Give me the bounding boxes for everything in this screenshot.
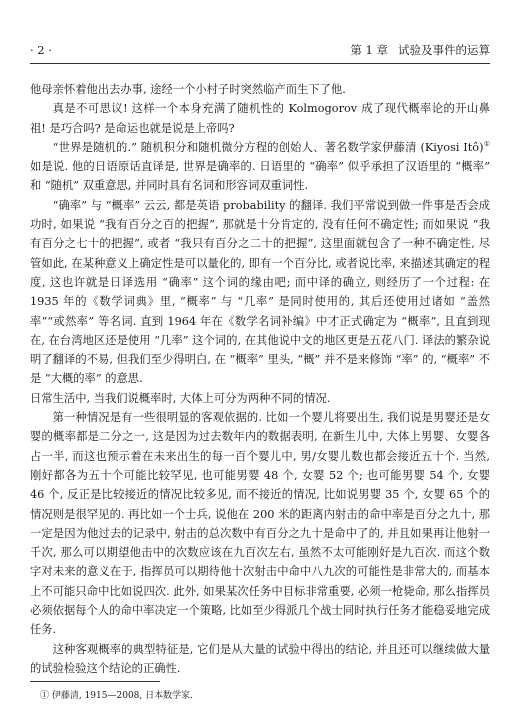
paragraph-2: 真是不可思议! 这样一个本身充满了随机性的 Kolmogorov 成了现代概率论的开山鼻祖! 是巧合吗? 是命运也就是说是上帝吗? — [30, 102, 490, 135]
chapter-heading — [340, 42, 490, 58]
paragraph-3-part-b: 如是说. 他的日语原话直译是, 世界是确率的. 日语里的 “确率” 似乎承担了汉语里的 “概率” 和 “随机” 双重意思, 并同时具有名词和形容词双重词性. — [30, 160, 490, 193]
footnote: ① 伊藤清, 1915—2008, 日本数学家. — [40, 691, 193, 701]
footnote-ref: ① — [483, 140, 490, 149]
paragraph-3-part-a: “世界是随机的.” 随机积分和随机微分方程的创始人、著名数学家伊藤清 (Kiyosi Itô) — [52, 140, 484, 154]
paragraph-6: 第一种情况是有一些很明显的客观依据的. 比如一个婴儿将要出生, 我们说是男婴还是女婴的概率都是二分之一, 这是因为过去数年内的数据表明, 在新生儿中, 大体上男婴、女婴各占一半, 而这也预示着在未来出生的每一百个婴儿中, 男/女婴儿数也都会接近五十个. 当然, 刚好都各为五十个可能比较罕见, 也可能男婴 48 个, 女婴 52 个; 也可能男婴 54 个, 女婴 46 个, 反正是比较接近的情况比较多见, 而不接近的情况, 比如说男婴 35 个, 女婴 65 个的情况则是很罕见的. 再比如一个士兵, 说他在 200 米的距离内射击的命中率是百分之九十, 那一定是因为他过去的记录中, 射击的总次数中有百分之九十是命中了的, 并且如果再让他射一千次, 那么可以期望他击中的次数应该在九百次左右, 虽然不太可能刚好是九百次. 而这个数字对未来的意义在于, 指挥员可以期待他十次射击中命中八九次的可能性是非常大的, 而基本上不可能只命中比如说四次. 此外, 如果某次任务中目标非常重要, 必须一枪毙命, 那么指挥员必须依据每个人的命中率决定一个策略, 比如至少得派几个战士同时执行任务才能稳妥地完成任务. — [30, 411, 490, 637]
paragraph-4: “确率” 与 “概率” 云云, 都是英语 probability 的翻译. 我们平常说到做一件事是否会成功时, 如果说 “我有百分之百的把握”, 那就是十分肯定的, 没有任何不确定性; 而如果说 “我有百分之七十的把握”, 或者 “我只有百分之二十的把握”, 这里面就包含了一种不确定性, 尽管如此, 在某种意义上确定性是可以量化的, 即有一个百分比, 或者说比率, 来描述其确定的程度, 这也许就是日译选用 “确率” 这个词的缘由吧; 而中译的确立, 则经历了一个过程: 在 1935 年的《数学词典》里, “概率” 与 “几率” 是同时使用的, 其后还使用过诸如 “盖然率”“或然率” 等名词. 直到 1964 年在《数学名词补编》中才正式确定为 “概率”, 且直到现在, 在台湾地区还是使用 “几率” 这个词的, 在其他说中文的地区更是五花八门. 译法的繁杂说明了翻译的不易, 但我们至少得明白, 在 “概率” 里头, “概” 并不是来修饰 “率” 的, “概率” 不是 “大概的率” 的意思. — [30, 198, 490, 386]
chapter-title: 试验及事件的运算 — [398, 43, 490, 57]
page-number: · 2 · — [30, 43, 52, 57]
running-header — [30, 42, 490, 64]
paragraph-1: 他母亲怀着他出去办事, 途经一个小村子时突然临产而生下了他. — [30, 83, 346, 96]
paragraph-7: 这种客观概率的典型特征是, 它们是从大量的试验中得出的结论, 并且还可以继续做大量的试验检验这个结论的正确性. — [30, 642, 490, 675]
footnote-divider — [30, 681, 160, 682]
paragraph-3 — [30, 138, 490, 196]
body-text — [30, 80, 490, 678]
paragraph-5: 日常生活中, 当我们说概率时, 大体上可分为两种不同的情况. — [30, 391, 331, 405]
chapter-label: 第 1 章 — [350, 43, 388, 57]
